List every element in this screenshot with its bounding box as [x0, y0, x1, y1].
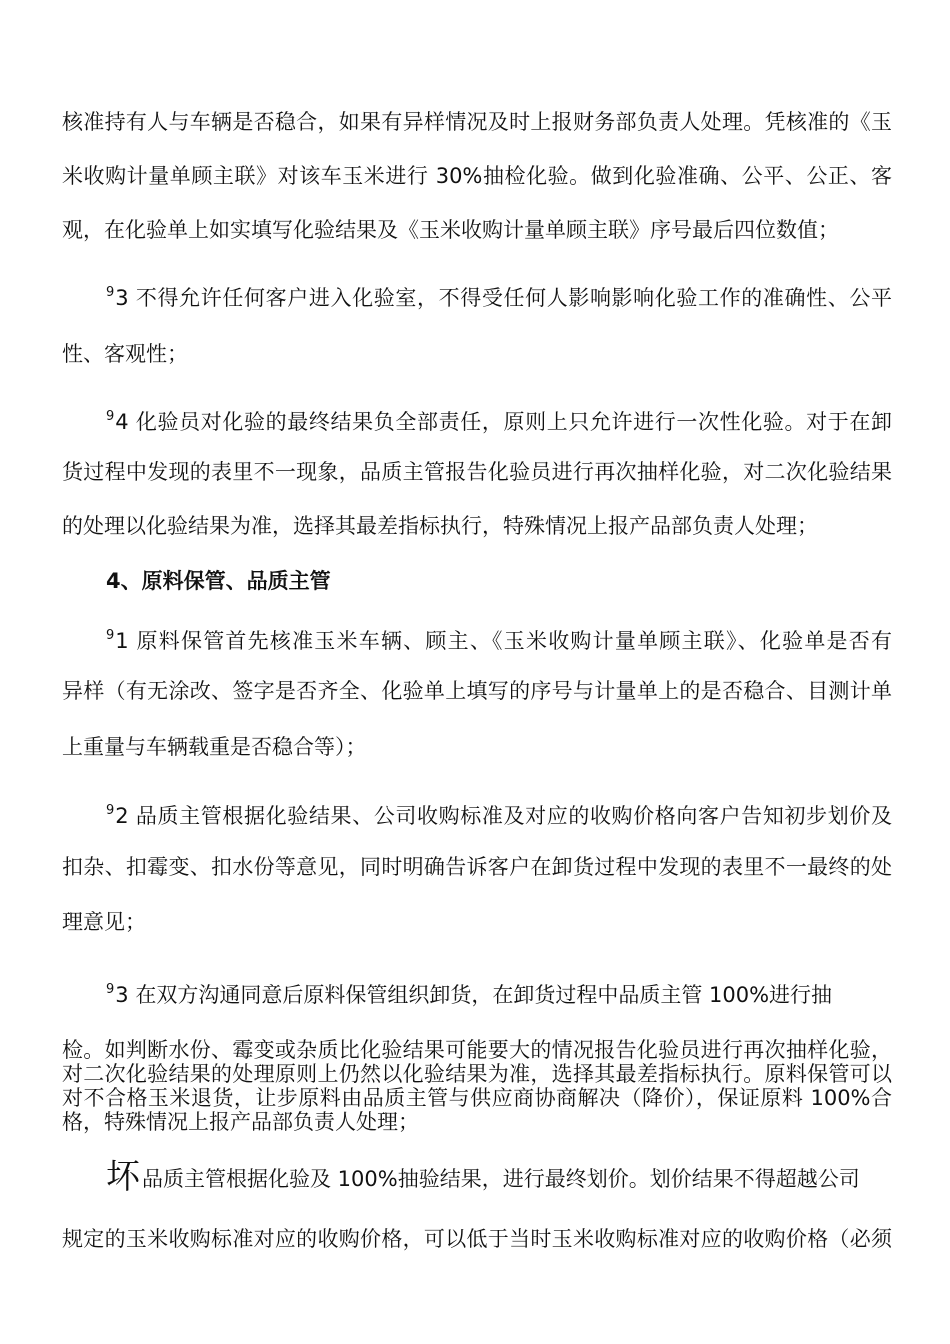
- paragraph-1-line-3: 观，在化验单上如实填写化验结果及《玉米收购计量单顾主联》序号最后四位数值；: [62, 218, 839, 242]
- paragraph-5-line-3: 理意见；: [62, 910, 146, 934]
- paragraph-1-line-1: 核准持有人与车辆是否稳合，如果有异样情况及时上报财务部负责人处理。凭核准的《玉: [62, 110, 892, 134]
- paragraph-3-line-1: [106, 403, 892, 436]
- paragraph-5-text: 2 品质主管根据化验结果、公司收购标准及对应的收购价格向客户告知初步划价及: [115, 804, 892, 828]
- paragraph-1-line-2: 米收购计量单顾主联》对该车玉米进行 30%抽检化验。做到化验准确、公平、公正、客: [62, 164, 892, 188]
- paragraph-8-line-1: [106, 1157, 892, 1197]
- item-marker: 9: [106, 628, 115, 643]
- section-heading: 4、原料保管、品质主管: [106, 569, 331, 593]
- paragraph-7-line-4: 格，特殊情况上报产品部负责人处理；: [62, 1110, 419, 1134]
- paragraph-8-text: 品质主管根据化验及 100%抽验结果，进行最终划价。划价结果不得超越公司: [142, 1167, 860, 1191]
- item-marker: 9: [106, 982, 115, 997]
- paragraph-8-line-2: 规定的玉米收购标准对应的收购价格，可以低于当时玉米收购标准对应的收购价格（必须: [62, 1227, 892, 1251]
- paragraph-3-line-2: 货过程中发现的表里不一现象，品质主管报告化验员进行再次抽样化验，对二次化验结果: [62, 460, 892, 484]
- item-marker: 9: [106, 409, 115, 424]
- paragraph-2-text: 3 不得允许任何客户进入化验室，不得受任何人影响影响化验工作的准确性、公平: [115, 286, 892, 310]
- paragraph-4-line-1: [106, 622, 892, 655]
- paragraph-3-line-3: 的处理以化验结果为准，选择其最差指标执行，特殊情况上报产品部负责人处理；: [62, 514, 818, 538]
- paragraph-7-line-2: 对二次化验结果的处理原则上仍然以化验结果为准，选择其最差指标执行。原料保管可以: [62, 1062, 892, 1086]
- paragraph-8-lead-glyph: 坏: [106, 1157, 140, 1197]
- item-marker: 9: [106, 285, 115, 300]
- paragraph-4-text: 1 原料保管首先核准玉米车辆、顾主、《玉米收购计量单顾主联》、化验单是否有: [115, 629, 892, 653]
- paragraph-4-line-2: 异样（有无涂改、签字是否齐全、化验单上填写的序号与计量单上的是否稳合、目测计单: [62, 679, 892, 703]
- item-marker: 9: [106, 803, 115, 818]
- paragraph-6-text: 3 在双方沟通同意后原料保管组织卸货，在卸货过程中品质主管 100%进行抽: [115, 983, 833, 1007]
- paragraph-2-line-2: 性、客观性；: [62, 342, 188, 366]
- paragraph-7-line-1: 检。如判断水份、霉变或杂质比化验结果可能要大的情况报告化验员进行再次抽样化验，: [62, 1038, 892, 1062]
- paragraph-3-text: 4 化验员对化验的最终结果负全部责任，原则上只允许进行一次性化验。对于在卸: [115, 410, 892, 434]
- paragraph-7-line-3: 对不合格玉米退货，让步原料由品质主管与供应商协商解决（降价），保证原料 100%合: [62, 1086, 892, 1110]
- paragraph-2-line-1: [106, 279, 892, 312]
- paragraph-5-line-1: [106, 797, 892, 830]
- paragraph-6-line-1: [106, 976, 892, 1009]
- paragraph-5-line-2: 扣杂、扣霉变、扣水份等意见，同时明确告诉客户在卸货过程中发现的表里不一最终的处: [62, 855, 892, 879]
- paragraph-4-line-3: 上重量与车辆载重是否稳合等）；: [62, 735, 367, 759]
